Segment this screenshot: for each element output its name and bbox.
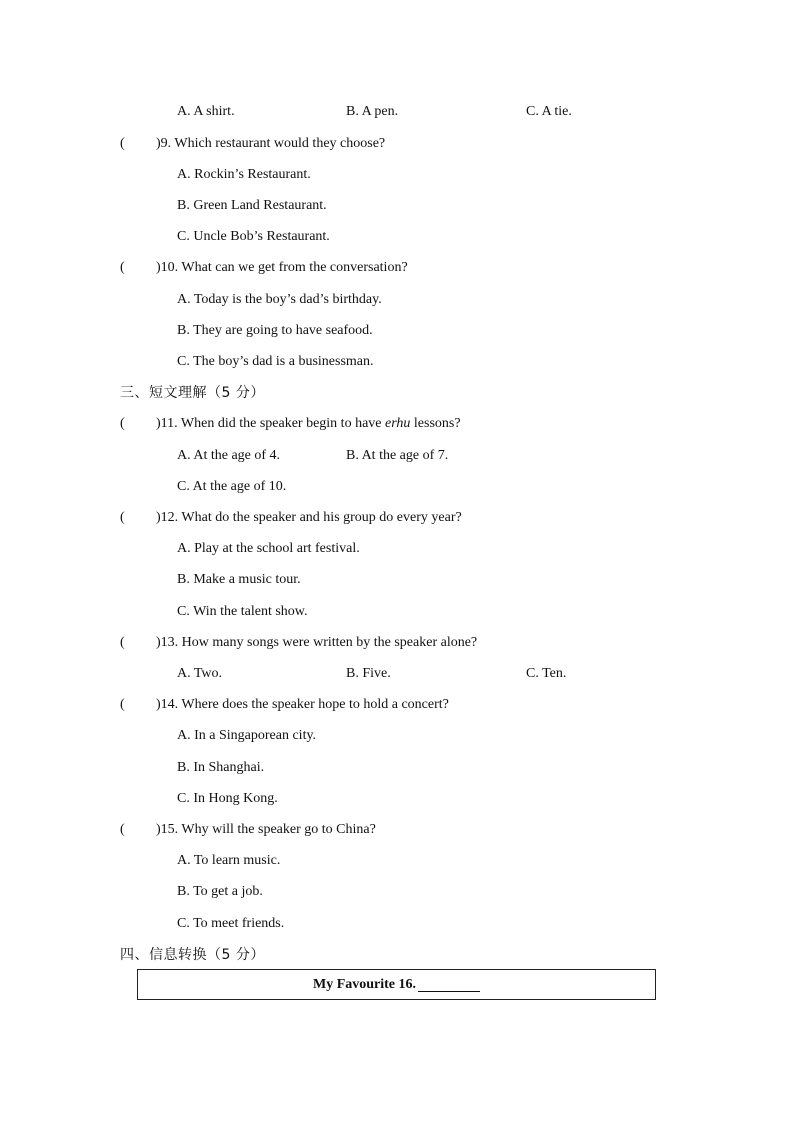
q15-option-b: B. To get a job.: [177, 884, 263, 899]
question-number: )15.: [156, 822, 179, 837]
q8-option-b: B. A pen.: [346, 104, 399, 119]
question-13: [120, 634, 477, 652]
q13-option-c: C. Ten.: [526, 666, 567, 681]
question-text: Where does the speaker hope to hold a concert?: [181, 697, 449, 712]
answer-paren-open: (: [120, 260, 125, 275]
q11-option-a: A. At the age of 4.: [177, 448, 281, 463]
question-text: Which restaurant would they choose?: [174, 136, 386, 151]
q12-option-b: B. Make a music tour.: [177, 572, 301, 587]
info-table-header: [137, 969, 656, 1000]
q14-option-a: A. In a Singaporean city.: [177, 728, 317, 743]
q9-option-b: B. Green Land Restaurant.: [177, 198, 327, 213]
q14-option-c: C. In Hong Kong.: [177, 791, 278, 806]
q14-option-b: B. In Shanghai.: [177, 760, 265, 775]
answer-paren-open: (: [120, 635, 125, 650]
q8-option-a: A. A shirt.: [177, 104, 235, 119]
q9-option-c: C. Uncle Bob’s Restaurant.: [177, 229, 330, 244]
question-text-before: When did the speaker begin to have: [180, 416, 385, 431]
question-number: )14.: [156, 697, 179, 712]
q15-option-c: C. To meet friends.: [177, 916, 285, 931]
question-9: [120, 135, 385, 153]
question-11: [120, 415, 461, 433]
question-15: [120, 821, 376, 839]
q13-option-b: B. Five.: [346, 666, 391, 681]
question-text: What can we get from the conversation?: [181, 260, 408, 275]
q10-option-c: C. The boy’s dad is a businessman.: [177, 354, 374, 369]
answer-paren-open: (: [120, 697, 125, 712]
question-text-after: lessons?: [410, 416, 461, 431]
question-14: [120, 696, 449, 714]
question-text-italic: erhu: [385, 416, 411, 431]
q13-option-a: A. Two.: [177, 666, 223, 681]
answer-blank-16[interactable]: [418, 977, 480, 992]
question-number: )11.: [156, 416, 178, 431]
question-text: How many songs were written by the speaker alone?: [181, 635, 478, 650]
question-text: What do the speaker and his group do every year?: [181, 510, 462, 525]
q10-option-b: B. They are going to have seafood.: [177, 323, 373, 338]
section-3-title: 三、短文理解（5 分）: [120, 385, 265, 401]
table-heading: My Favourite 16.: [312, 976, 417, 992]
question-12: [120, 509, 462, 527]
question-number: )10.: [156, 260, 179, 275]
answer-paren-open: (: [120, 822, 125, 837]
question-text: Why will the speaker go to China?: [181, 822, 376, 837]
q12-option-a: A. Play at the school art festival.: [177, 541, 360, 556]
question-number: )9.: [156, 136, 172, 151]
answer-paren-open: (: [120, 136, 125, 151]
q15-option-a: A. To learn music.: [177, 853, 281, 868]
q11-option-b: B. At the age of 7.: [346, 448, 449, 463]
q11-option-c: C. At the age of 10.: [177, 479, 287, 494]
q12-option-c: C. Win the talent show.: [177, 604, 308, 619]
question-number: )12.: [156, 510, 179, 525]
q9-option-a: A. Rockin’s Restaurant.: [177, 167, 311, 182]
section-4-title: 四、信息转换（5 分）: [120, 947, 265, 963]
question-number: )13.: [156, 635, 179, 650]
q8-option-c: C. A tie.: [526, 104, 572, 119]
answer-paren-open: (: [120, 416, 125, 431]
answer-paren-open: (: [120, 510, 125, 525]
q10-option-a: A. Today is the boy’s dad’s birthday.: [177, 292, 382, 307]
question-10: [120, 259, 408, 277]
